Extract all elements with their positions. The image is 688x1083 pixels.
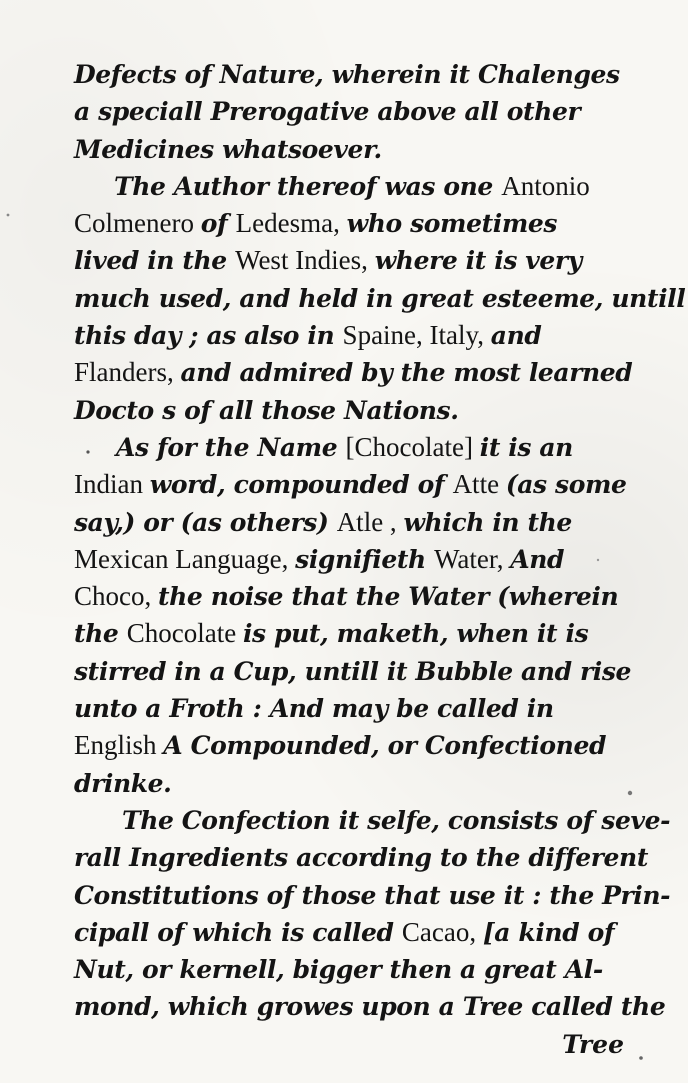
roman-segment: Atle , bbox=[336, 506, 404, 537]
roman-segment: Water, bbox=[434, 543, 511, 574]
italic-segment: mond, which growes upon a Tree called the bbox=[74, 992, 666, 1022]
text-line-21 bbox=[74, 802, 671, 839]
text-line-5 bbox=[74, 205, 630, 242]
italic-segment: cipall of which is called bbox=[74, 917, 402, 947]
italic-segment: lived in the bbox=[74, 246, 236, 276]
italic-segment: Constitutions of those that use it : the Prin- bbox=[74, 880, 671, 910]
catchword: Tree bbox=[562, 1029, 624, 1059]
italic-segment: and bbox=[490, 321, 542, 351]
italic-segment: A Compounded, or Confectioned bbox=[163, 731, 607, 761]
roman-segment: Spaine, Italy, bbox=[342, 320, 491, 351]
text-line-23 bbox=[74, 877, 671, 914]
roman-segment: Mexican Language, bbox=[74, 543, 296, 574]
italic-segment: Nut, or kernell, bigger then a great Al- bbox=[74, 955, 603, 985]
text-line-8 bbox=[74, 317, 630, 354]
italic-segment: (as some bbox=[505, 470, 627, 500]
text-line-18 bbox=[74, 690, 630, 727]
roman-segment: Ledesma, bbox=[235, 208, 347, 239]
text-line-6 bbox=[74, 242, 630, 279]
italic-segment: much used, and held in great esteeme, untill bbox=[74, 283, 686, 313]
italic-segment: unto a Froth : And may be called in bbox=[74, 694, 554, 724]
italic-segment: the noise that the Water (wherein bbox=[158, 582, 619, 612]
text-line-14 bbox=[74, 541, 630, 578]
text-line-7 bbox=[74, 280, 686, 317]
text-line-2 bbox=[74, 93, 630, 130]
roman-segment: Choco, bbox=[74, 581, 158, 612]
roman-segment: English bbox=[74, 730, 164, 761]
roman-segment: Chocolate bbox=[126, 618, 243, 649]
italic-segment: who sometimes bbox=[346, 209, 558, 239]
italic-segment: a speciall Prerogative above all other bbox=[74, 97, 581, 127]
text-line-12 bbox=[74, 466, 630, 503]
italic-segment: And bbox=[510, 544, 565, 574]
italic-segment: drinke. bbox=[74, 768, 172, 798]
italic-segment: of bbox=[200, 209, 236, 239]
page-text bbox=[74, 56, 686, 1063]
roman-segment: Cacao, bbox=[401, 916, 483, 947]
text-line-24 bbox=[74, 914, 630, 951]
italic-segment: rall Ingredients according to the different bbox=[74, 843, 648, 873]
text-line-16 bbox=[74, 615, 630, 652]
text-line-9 bbox=[74, 354, 633, 391]
italic-segment: say,) or (as others) bbox=[74, 507, 337, 537]
text-line-26 bbox=[74, 988, 666, 1025]
italic-segment: where it is very bbox=[374, 246, 582, 276]
italic-segment: The Author thereof was one bbox=[114, 171, 502, 201]
italic-segment: it is an bbox=[479, 432, 573, 462]
text-line-19 bbox=[74, 727, 630, 764]
italic-segment: signifieth bbox=[295, 544, 435, 574]
roman-segment: Indian bbox=[74, 469, 150, 500]
text-line-13 bbox=[74, 504, 630, 541]
italic-segment: the bbox=[74, 619, 127, 649]
text-line-25 bbox=[74, 951, 630, 988]
roman-segment: Atte bbox=[452, 469, 506, 500]
italic-segment: Medicines whatsoever. bbox=[74, 134, 382, 164]
italic-segment: The Confection it selfe, consists of seve- bbox=[122, 805, 671, 835]
italic-segment: is put, maketh, when it is bbox=[242, 619, 589, 649]
text-line-11 bbox=[74, 429, 630, 466]
text-line-20 bbox=[74, 765, 630, 802]
italic-segment: this day ; as also in bbox=[74, 321, 343, 351]
text-line-10 bbox=[74, 392, 630, 429]
roman-segment: [Chocolate] bbox=[345, 431, 480, 462]
italic-segment: which in the bbox=[403, 507, 572, 537]
roman-segment: Flanders, bbox=[74, 357, 181, 388]
italic-segment: and admired by the most learned bbox=[180, 358, 633, 388]
roman-segment: Antonio bbox=[501, 170, 590, 201]
text-line-1 bbox=[74, 56, 630, 93]
italic-segment: word, compounded of bbox=[149, 470, 453, 500]
text-line-17 bbox=[74, 653, 630, 690]
italic-segment: Defects of Nature, wherein it Chalenges bbox=[74, 60, 620, 89]
roman-segment: Colmenero bbox=[74, 208, 201, 239]
text-line-4 bbox=[74, 168, 630, 205]
italic-segment: As for the Name bbox=[116, 432, 346, 462]
text-line-15 bbox=[74, 578, 630, 615]
italic-segment: [a kind of bbox=[482, 917, 615, 947]
italic-segment: stirred in a Cup, untill it Bubble and rise bbox=[74, 656, 632, 686]
text-line-3 bbox=[74, 131, 630, 168]
text-line-22 bbox=[74, 839, 648, 876]
italic-segment: Docto s of all those Nations. bbox=[74, 395, 459, 425]
roman-segment: West Indies, bbox=[235, 245, 375, 276]
